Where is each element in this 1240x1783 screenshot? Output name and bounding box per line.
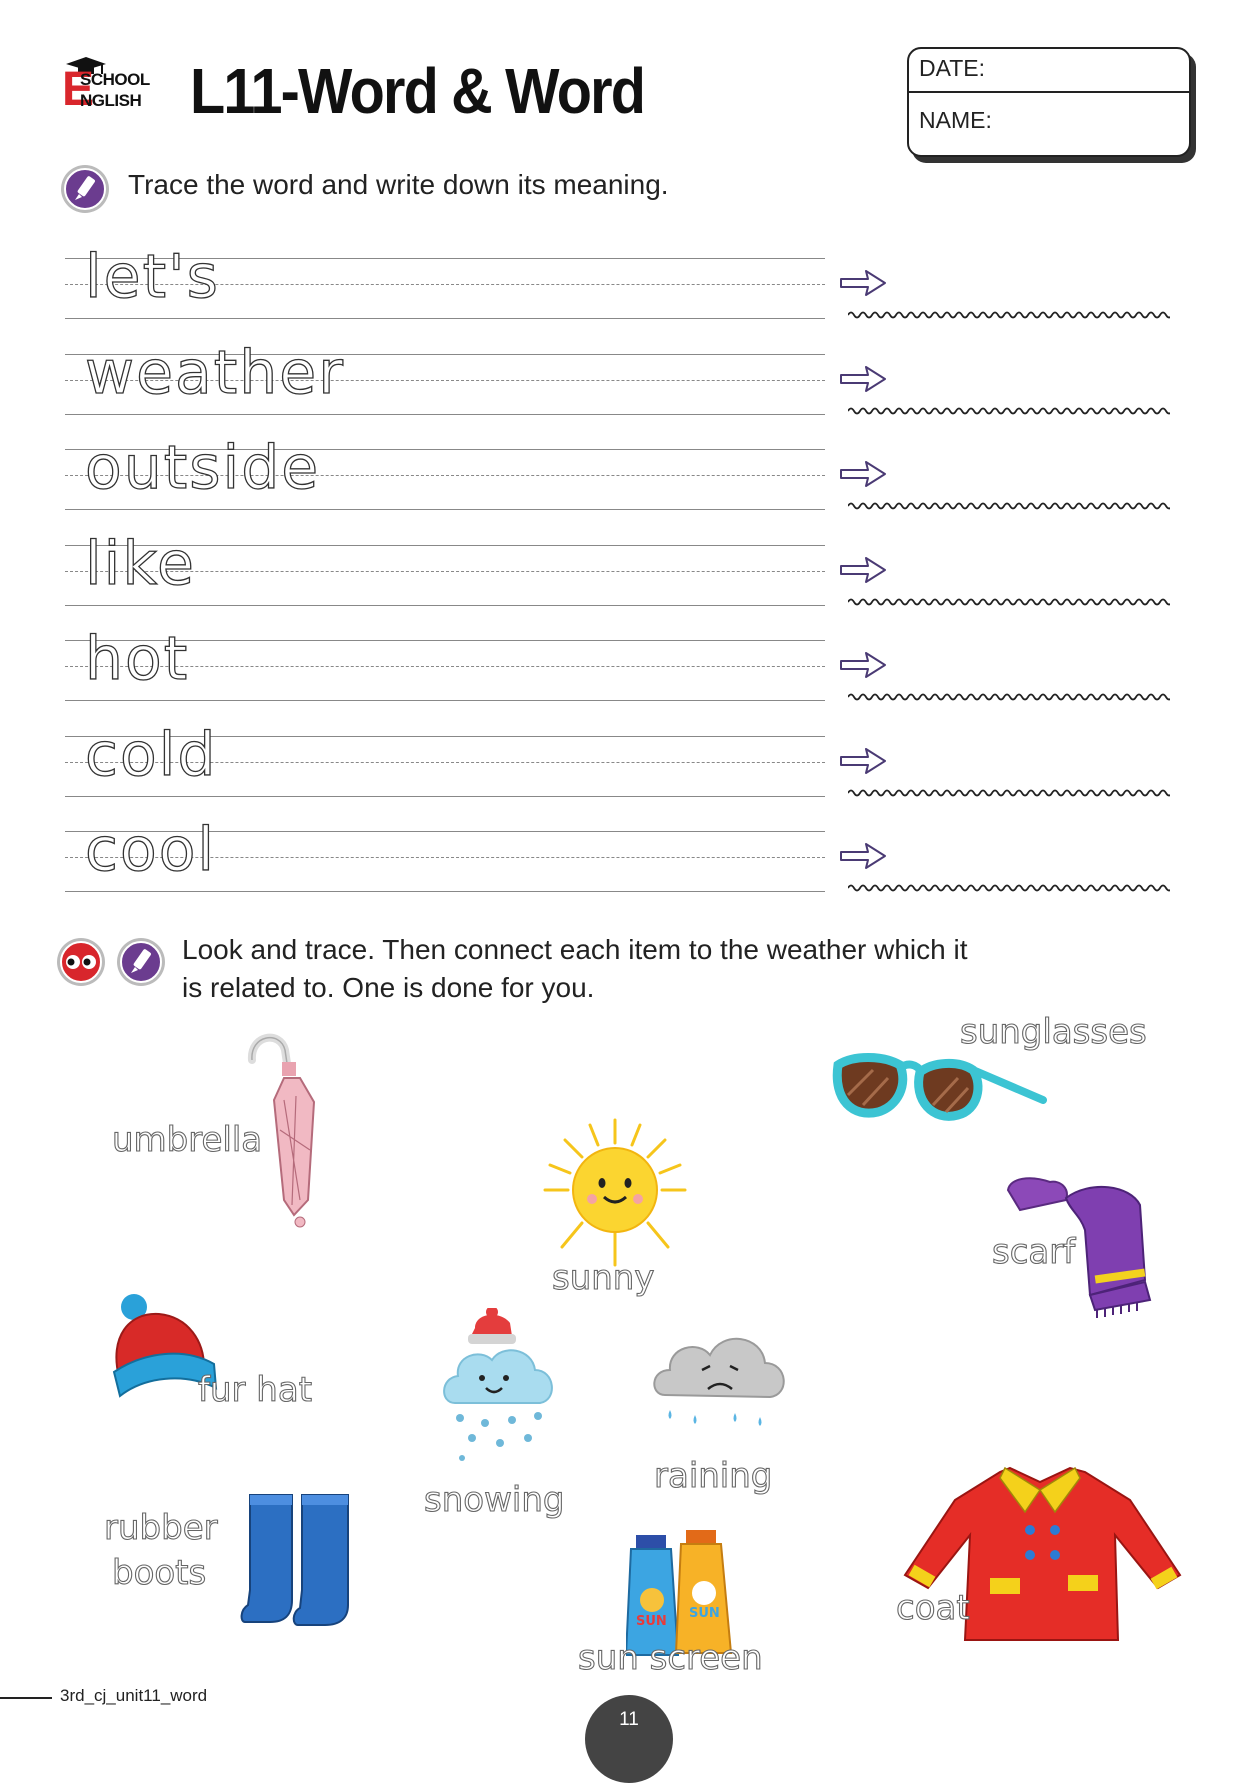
label-raining: raining — [654, 1456, 773, 1496]
page-number: 11 — [619, 1709, 639, 1730]
arrow-right-icon — [838, 268, 888, 298]
answer-line[interactable] — [848, 308, 1170, 322]
trace-word: cold — [85, 719, 218, 790]
arrow-right-icon — [838, 841, 888, 871]
guide-line — [65, 605, 825, 606]
trace-row — [65, 242, 825, 322]
answer-line[interactable] — [848, 690, 1170, 704]
sunscreen-tube-text-1: SUN — [636, 1614, 667, 1629]
logo-english-text: NGLISH — [80, 91, 142, 110]
trace-word: let's — [85, 242, 220, 312]
guide-line — [65, 891, 825, 892]
trace-row — [65, 337, 825, 418]
page-number-badge — [585, 1695, 673, 1783]
label-sunny: sunny — [552, 1258, 655, 1298]
trace-word: like — [85, 528, 196, 599]
footer-code: 3rd_cj_unit11_word — [60, 1686, 208, 1705]
answer-line[interactable] — [848, 786, 1170, 800]
trace-word: cool — [85, 815, 217, 885]
label-coat: coat — [896, 1588, 970, 1628]
guide-line — [65, 509, 825, 510]
label-snowing: snowing — [424, 1480, 565, 1520]
pencil-badge-icon — [60, 164, 110, 214]
label-fur-hat: fur hat — [198, 1370, 313, 1410]
guide-line — [65, 700, 825, 701]
snow-cloud-icon — [440, 1308, 560, 1468]
trace-row — [65, 433, 825, 513]
arrow-right-icon — [838, 746, 888, 776]
section2-instruction-line1: Look and trace. Then connect each item to the weather which it — [182, 934, 968, 965]
label-rubber: rubber — [104, 1508, 218, 1548]
label-scarf: scarf — [992, 1232, 1076, 1272]
footer-line — [0, 1697, 52, 1699]
date-label: DATE: — [919, 55, 986, 81]
rain-cloud-icon — [650, 1325, 790, 1435]
label-boots: boots — [112, 1553, 207, 1593]
answer-line[interactable] — [848, 881, 1170, 895]
pencil-badge-icon — [116, 937, 166, 987]
arrow-right-icon — [838, 459, 888, 489]
answer-line[interactable] — [848, 499, 1170, 513]
label-sunglasses: sunglasses — [960, 1012, 1147, 1052]
guide-line — [65, 796, 825, 797]
eyes-badge-icon — [56, 937, 106, 987]
trace-row — [65, 815, 825, 895]
school-english-logo — [62, 58, 174, 118]
page-title: L11-Word & Word — [190, 55, 645, 127]
section1-instruction: Trace the word and write down its meaning. — [128, 169, 669, 200]
sunglasses-icon — [828, 1040, 1050, 1130]
section2-instruction-line2: is related to. One is done for you. — [182, 972, 595, 1003]
arrow-right-icon — [838, 364, 888, 394]
trace-word: hot — [85, 624, 190, 694]
arrow-right-icon — [838, 650, 888, 680]
arrow-right-icon — [838, 555, 888, 585]
guide-line — [65, 414, 825, 415]
date-name-box — [907, 47, 1191, 157]
label-sun-screen: sun screen — [578, 1638, 763, 1678]
label-umbrella: umbrella — [112, 1120, 263, 1160]
divider — [909, 91, 1189, 93]
sunscreen-tube-text-2: SUN — [689, 1606, 720, 1621]
rubber-boots-icon — [240, 1490, 360, 1630]
name-label: NAME: — [919, 107, 992, 133]
trace-row — [65, 624, 825, 704]
trace-row — [65, 528, 825, 609]
trace-row — [65, 719, 825, 800]
logo-school-text: SCHOOL — [80, 70, 150, 89]
sun-icon — [540, 1115, 690, 1275]
logo-letter-e: E — [62, 63, 95, 116]
guide-line — [65, 318, 825, 319]
answer-line[interactable] — [848, 595, 1170, 609]
trace-word: outside — [85, 433, 321, 503]
trace-word: weather — [85, 337, 345, 408]
answer-line[interactable] — [848, 404, 1170, 418]
